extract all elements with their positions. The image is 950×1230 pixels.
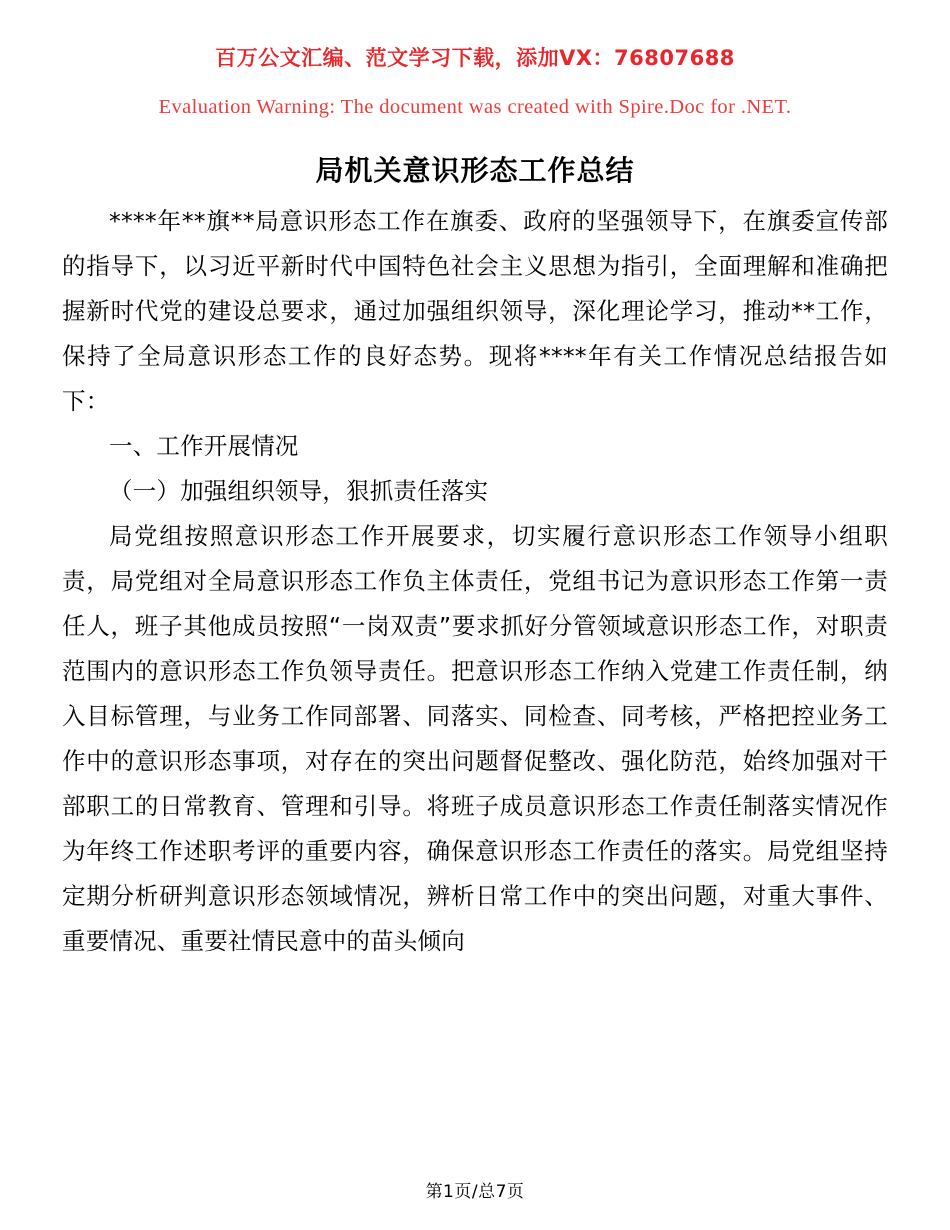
promo-banner: 百万公文汇编、范文学习下载，添加VX：76807688	[215, 46, 735, 70]
evaluation-warning: Evaluation Warning: The document was created with Spire.Doc for .NET.	[158, 96, 792, 118]
page-title: 局机关意识形态工作总结	[315, 154, 635, 187]
section-heading-1: 一、工作开展情况	[109, 432, 299, 460]
paragraph-body-1: 局党组按照意识形态工作开展要求，切实履行意识形态工作领导小组职责，局党组对全局意识形态工作负主体责任，党组书记为意识形态工作第一责任人，班子其他成员按照“一岗双责”要求抓好分管领域意识形态工作，对职责范围内的意识形态工作负领导责任。把意识形态工作纳入党建工作责任制，纳入目标管理，与业务工作同部署、同落实、同检查、同考核，严格把控业务工作中的意识形态事项，对存在的突出问题督促整改、强化防范，始终加强对干部职工的日常教育、管理和引导。将班子成员意识形态工作责任制落实情况作为年终工作述职考评的重要内容，确保意识形态工作责任的落实。局党组坚持定期分析研判意识形态领域情况，辨析日常工作中的突出问题，对重大事件、重要情况、重要社情民意中的苗头倾向	[62, 522, 888, 955]
page-footer: 第1页/总7页	[425, 1182, 525, 1202]
paragraph-intro: ****年**旗**局意识形态工作在旗委、政府的坚强领导下，在旗委宣传部的指导下，以习近平新时代中国特色社会主义思想为指引，全面理解和准确把握新时代党的建设总要求，通过加强组织领导，深化理论学习，推动**工作，保持了全局意识形态工作的良好态势。现将****年有关工作情况总结报告如下：	[62, 207, 888, 415]
subsection-heading-1-1: （一）加强组织领导，狠抓责任落实	[109, 477, 489, 505]
